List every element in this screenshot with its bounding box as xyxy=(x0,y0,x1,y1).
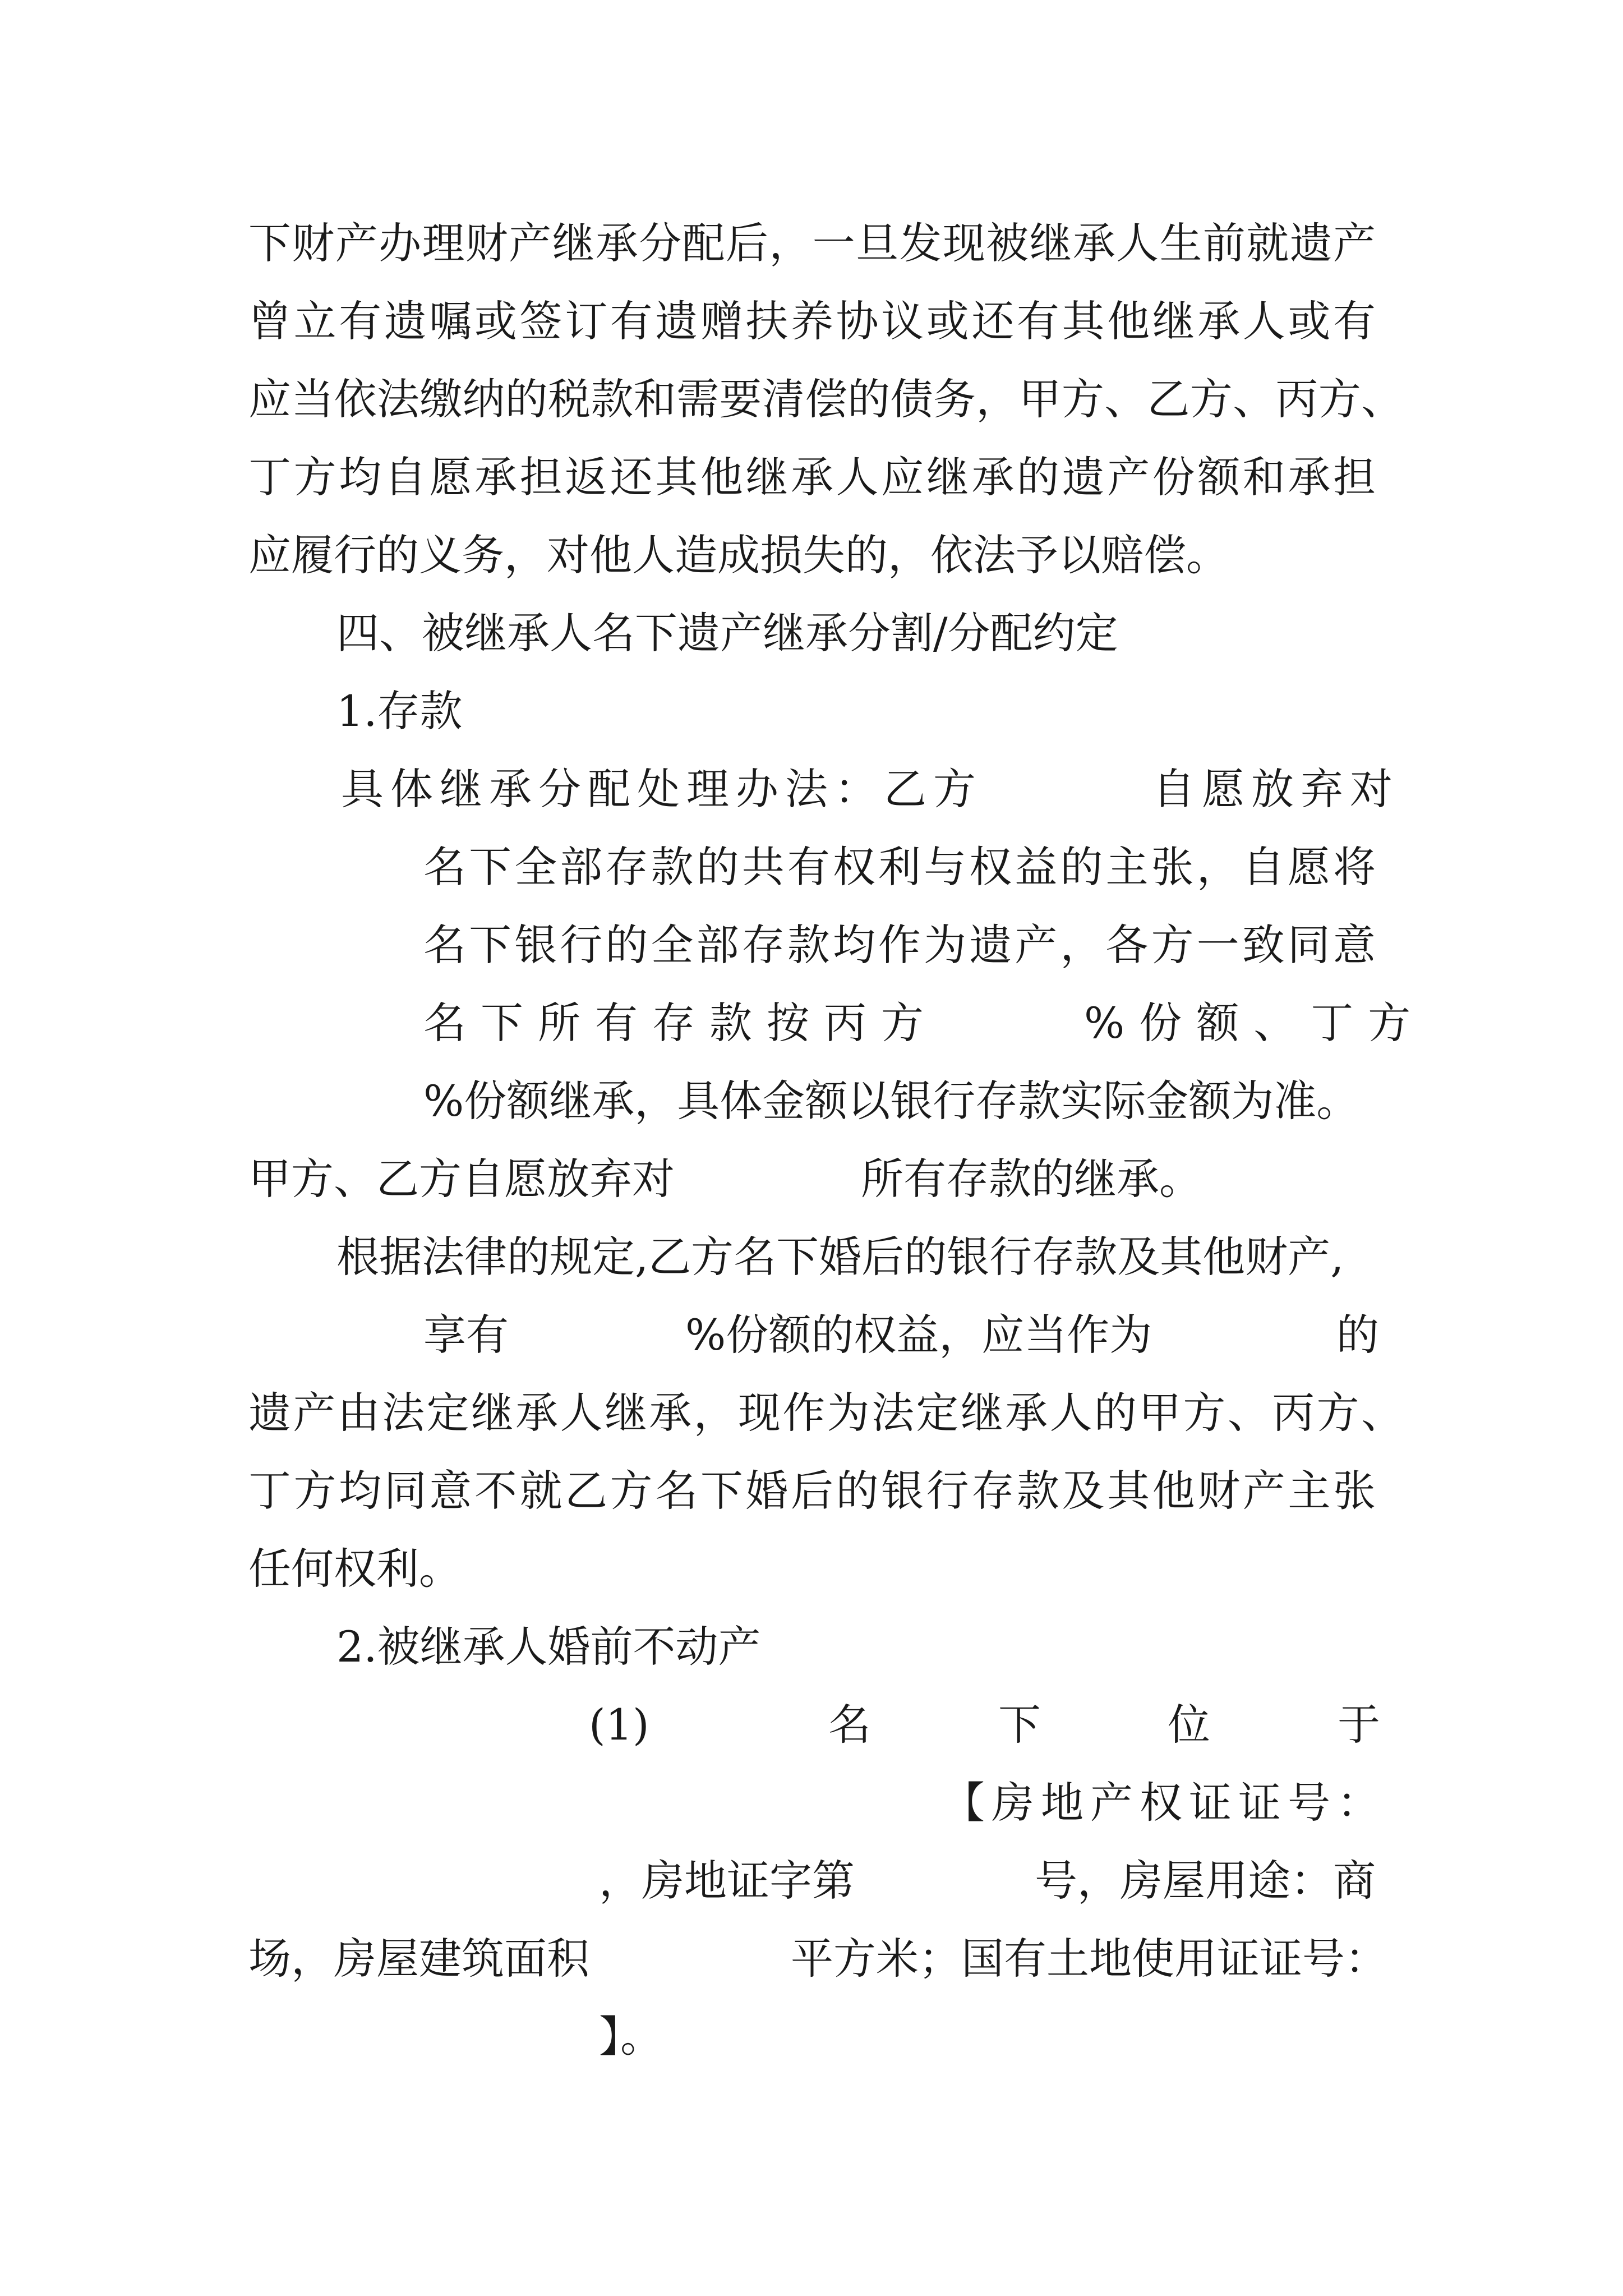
realty-line-4b: 平方米；国有土地使用证证号： xyxy=(791,1934,1387,1984)
paragraph-line-2: 曾立有遗嘱或签订有遗赠扶养协议或还有其他继承人或有 xyxy=(248,296,1376,346)
deposit-line-6a: 甲方、乙方自愿放弃对 xyxy=(248,1154,675,1204)
realty-line-1d: 位 xyxy=(1168,1700,1210,1750)
subheading-realty: 2.被继承人婚前不动产 xyxy=(336,1622,761,1672)
deposit-line-5: %份额继承，具体金额以银行存款实际金额为准。 xyxy=(423,1076,1359,1126)
deposit-line-1a: 具体继承分配处理办法：乙方 xyxy=(341,764,983,814)
realty-line-1c: 下 xyxy=(998,1700,1041,1750)
realty-line-1e: 于 xyxy=(1338,1700,1380,1750)
deposit-line-3: 名下银行的全部存款均作为遗产，各方一致同意 xyxy=(423,920,1376,970)
deposit-line-1b: 自愿放弃对 xyxy=(1152,764,1399,814)
deposit-line-6b: 所有存款的继承。 xyxy=(861,1154,1202,1204)
law-line-4: 丁方均同意不就乙方名下婚后的银行存款及其他财产主张 xyxy=(248,1466,1376,1516)
realty-line-1a: (1) xyxy=(589,1700,649,1750)
realty-line-3a: ，房地证字第 xyxy=(599,1856,855,1906)
law-line-2c: 的 xyxy=(1336,1310,1379,1360)
law-line-1: 根据法律的规定,乙方名下婚后的银行存款及其他财产, xyxy=(336,1232,1344,1282)
deposit-line-4a: 名下所有存款按丙方 xyxy=(423,998,938,1048)
deposit-line-4b: %份额、丁方 xyxy=(1084,998,1426,1048)
deposit-line-2: 名下全部存款的共有权利与权益的主张，自愿将 xyxy=(423,842,1376,892)
law-line-3: 遗产由法定继承人继承，现作为法定继承人的甲方、丙方、 xyxy=(248,1388,1404,1438)
realty-line-2: 【房地产权证证号： xyxy=(942,1778,1386,1828)
realty-line-4a: 场，房屋建筑面积 xyxy=(248,1934,589,1984)
law-line-2a: 享有 xyxy=(423,1310,509,1360)
paragraph-line-1: 下财产办理财产继承分配后，一旦发现被继承人生前就遗产 xyxy=(248,218,1376,268)
realty-line-1b: 名 xyxy=(828,1700,871,1750)
realty-line-3b: 号，房屋用途：商 xyxy=(1035,1856,1376,1906)
law-line-5: 任何权利。 xyxy=(248,1544,462,1594)
paragraph-line-3: 应当依法缴纳的税款和需要清偿的债务，甲方、乙方、丙方、 xyxy=(248,374,1404,424)
paragraph-line-4: 丁方均自愿承担返还其他继承人应继承的遗产份额和承担 xyxy=(248,452,1376,502)
section-heading-4: 四、被继承人名下遗产继承分割/分配约定 xyxy=(336,608,1118,658)
realty-line-5: 】。 xyxy=(599,2012,663,2062)
subheading-deposit: 1.存款 xyxy=(336,686,463,736)
law-line-2b: %份额的权益，应当作为 xyxy=(685,1310,1152,1360)
paragraph-line-5: 应履行的义务，对他人造成损失的，依法予以赔偿。 xyxy=(248,530,1229,580)
